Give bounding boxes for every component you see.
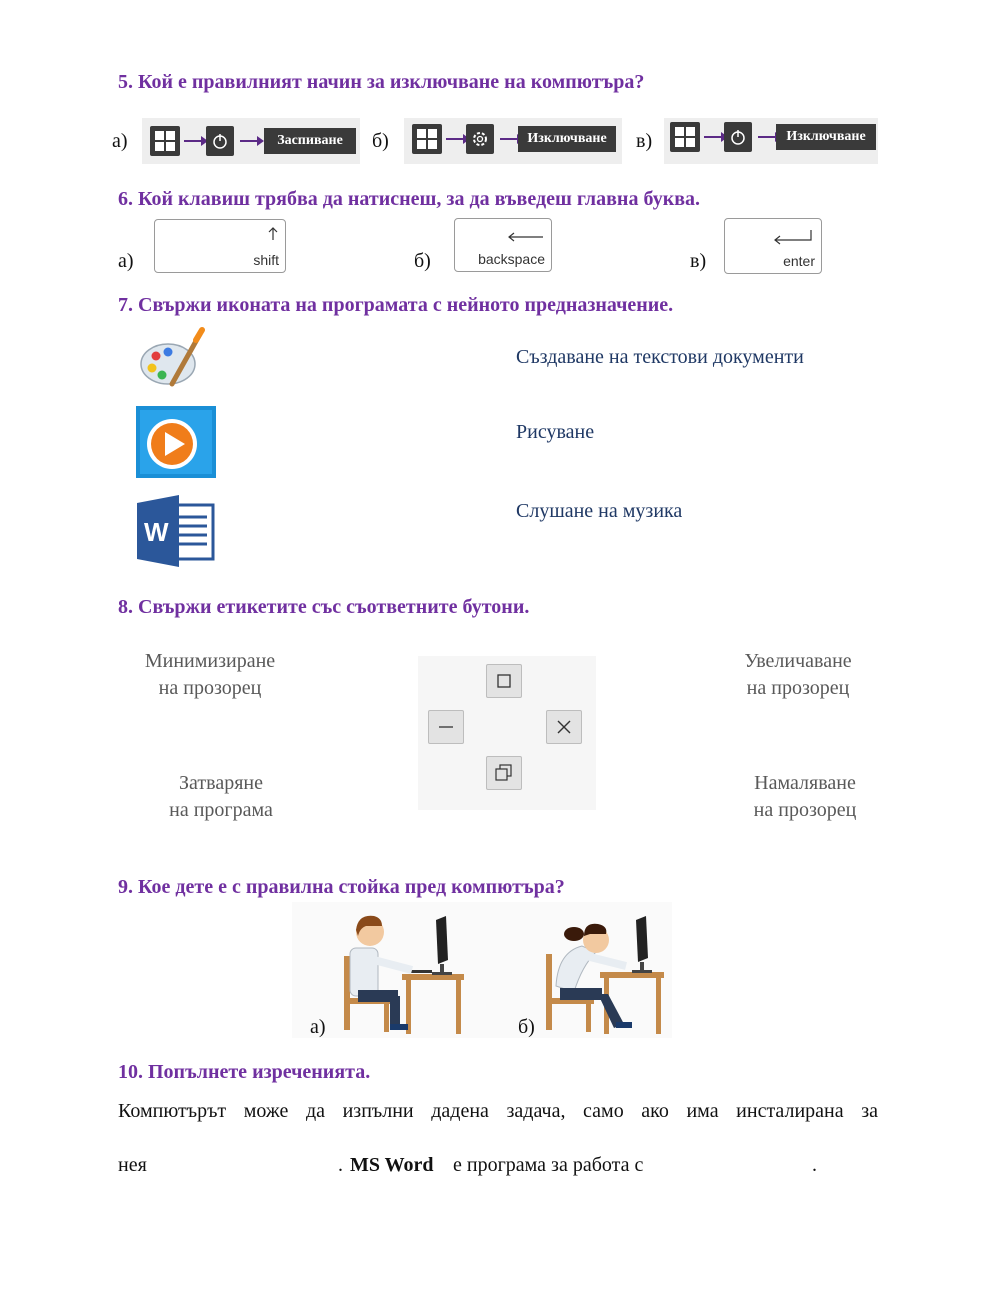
power-icon [724,122,752,152]
q6-option-b-label: б) [414,250,431,272]
arrow-left-icon [507,231,543,243]
svg-text:W: W [144,517,169,547]
windows-icon [670,122,700,152]
q9-option-b-label: б) [518,1016,535,1038]
window-buttons-panel [418,656,596,810]
restore-button[interactable] [486,756,522,790]
child-a-illustration[interactable] [336,906,470,1036]
windows-icon [150,126,180,156]
q6-title: 6. Кой клавиш трябва да натиснеш, за да въведеш главна буква. [118,188,701,210]
q10-sentence-start: нея [118,1154,147,1176]
label-restore-line1: Намаляване [754,772,856,794]
label-close-line2: на програма [169,799,273,821]
label-maximize-line1: Увеличаване [744,650,852,672]
shift-key-label: shift [253,252,279,268]
q5-option-c[interactable] [664,118,878,164]
q7-title: 7. Свържи иконата на програмата с нейното предназначение. [118,294,674,316]
label-maximize[interactable] [712,648,884,702]
label-minimize-line2: на прозорец [158,677,262,699]
gear-icon [466,124,494,154]
power-icon [206,126,234,156]
paint-palette-icon[interactable] [138,326,206,390]
windows-icon [412,124,442,154]
q10-sentence-line1: Компютърът може да изпълни дадена задача, само ако има инсталирана за [118,1100,878,1122]
label-restore-line2: на прозорец [753,799,857,821]
enter-arrow-icon [773,229,813,245]
q6-option-a-label: а) [118,250,134,272]
q5-option-a-final: Заспиване [264,128,356,154]
blank-field-2[interactable] [676,1174,810,1176]
q10-period-1: . [338,1154,343,1176]
q10-title: 10. Попълнете изреченията. [118,1061,371,1083]
q5-title: 5. Кой е правилният начин за изключване на компютъра? [118,71,645,93]
maximize-icon [487,665,521,697]
blank-field-1[interactable] [166,1174,334,1176]
purpose-text-documents: Създаване на текстови документи [516,346,804,368]
purpose-drawing: Рисуване [516,421,595,443]
backspace-key[interactable] [454,218,552,272]
label-close[interactable] [136,770,306,824]
label-maximize-line2: на прозорец [746,677,850,699]
backspace-key-label: backspace [478,251,545,267]
label-minimize[interactable] [120,648,300,702]
q5-option-b[interactable] [404,118,622,164]
q5-option-b-label: б) [372,130,389,152]
q9-option-a-label: а) [310,1016,326,1038]
word-icon[interactable] [137,495,215,567]
q8-title: 8. Свържи етикетите със съответните бутони. [118,596,530,618]
q5-option-a[interactable] [142,118,360,164]
enter-key-label: enter [783,253,815,269]
q5-option-c-final: Изключване [776,124,876,150]
label-minimize-line1: Минимизиране [144,650,276,672]
minimize-button[interactable] [428,710,464,744]
q5-option-c-label: в) [636,130,653,152]
close-icon [547,711,581,743]
enter-key[interactable] [724,218,822,274]
q10-period-2: . [812,1154,817,1176]
close-button[interactable] [546,710,582,744]
q6-option-c-label: в) [690,250,707,272]
minimize-icon [429,711,463,743]
arrow-up-icon [267,226,279,240]
child-b-illustration[interactable] [538,906,670,1036]
purpose-music: Слушане на музика [516,500,683,522]
q10-sentence-mid: е програма за работа с [453,1154,644,1176]
media-player-icon[interactable] [136,406,216,478]
shift-key[interactable] [154,219,286,273]
q9-title: 9. Кое дете е с правилна стойка пред компютъра? [118,876,565,898]
q10-ms-word: MS Word [350,1154,434,1176]
maximize-button[interactable] [486,664,522,698]
q5-option-a-label: а) [112,130,128,152]
label-restore[interactable] [720,770,890,824]
q5-option-b-final: Изключване [518,126,616,152]
restore-icon [487,757,521,789]
label-close-line1: Затваряне [179,772,263,794]
